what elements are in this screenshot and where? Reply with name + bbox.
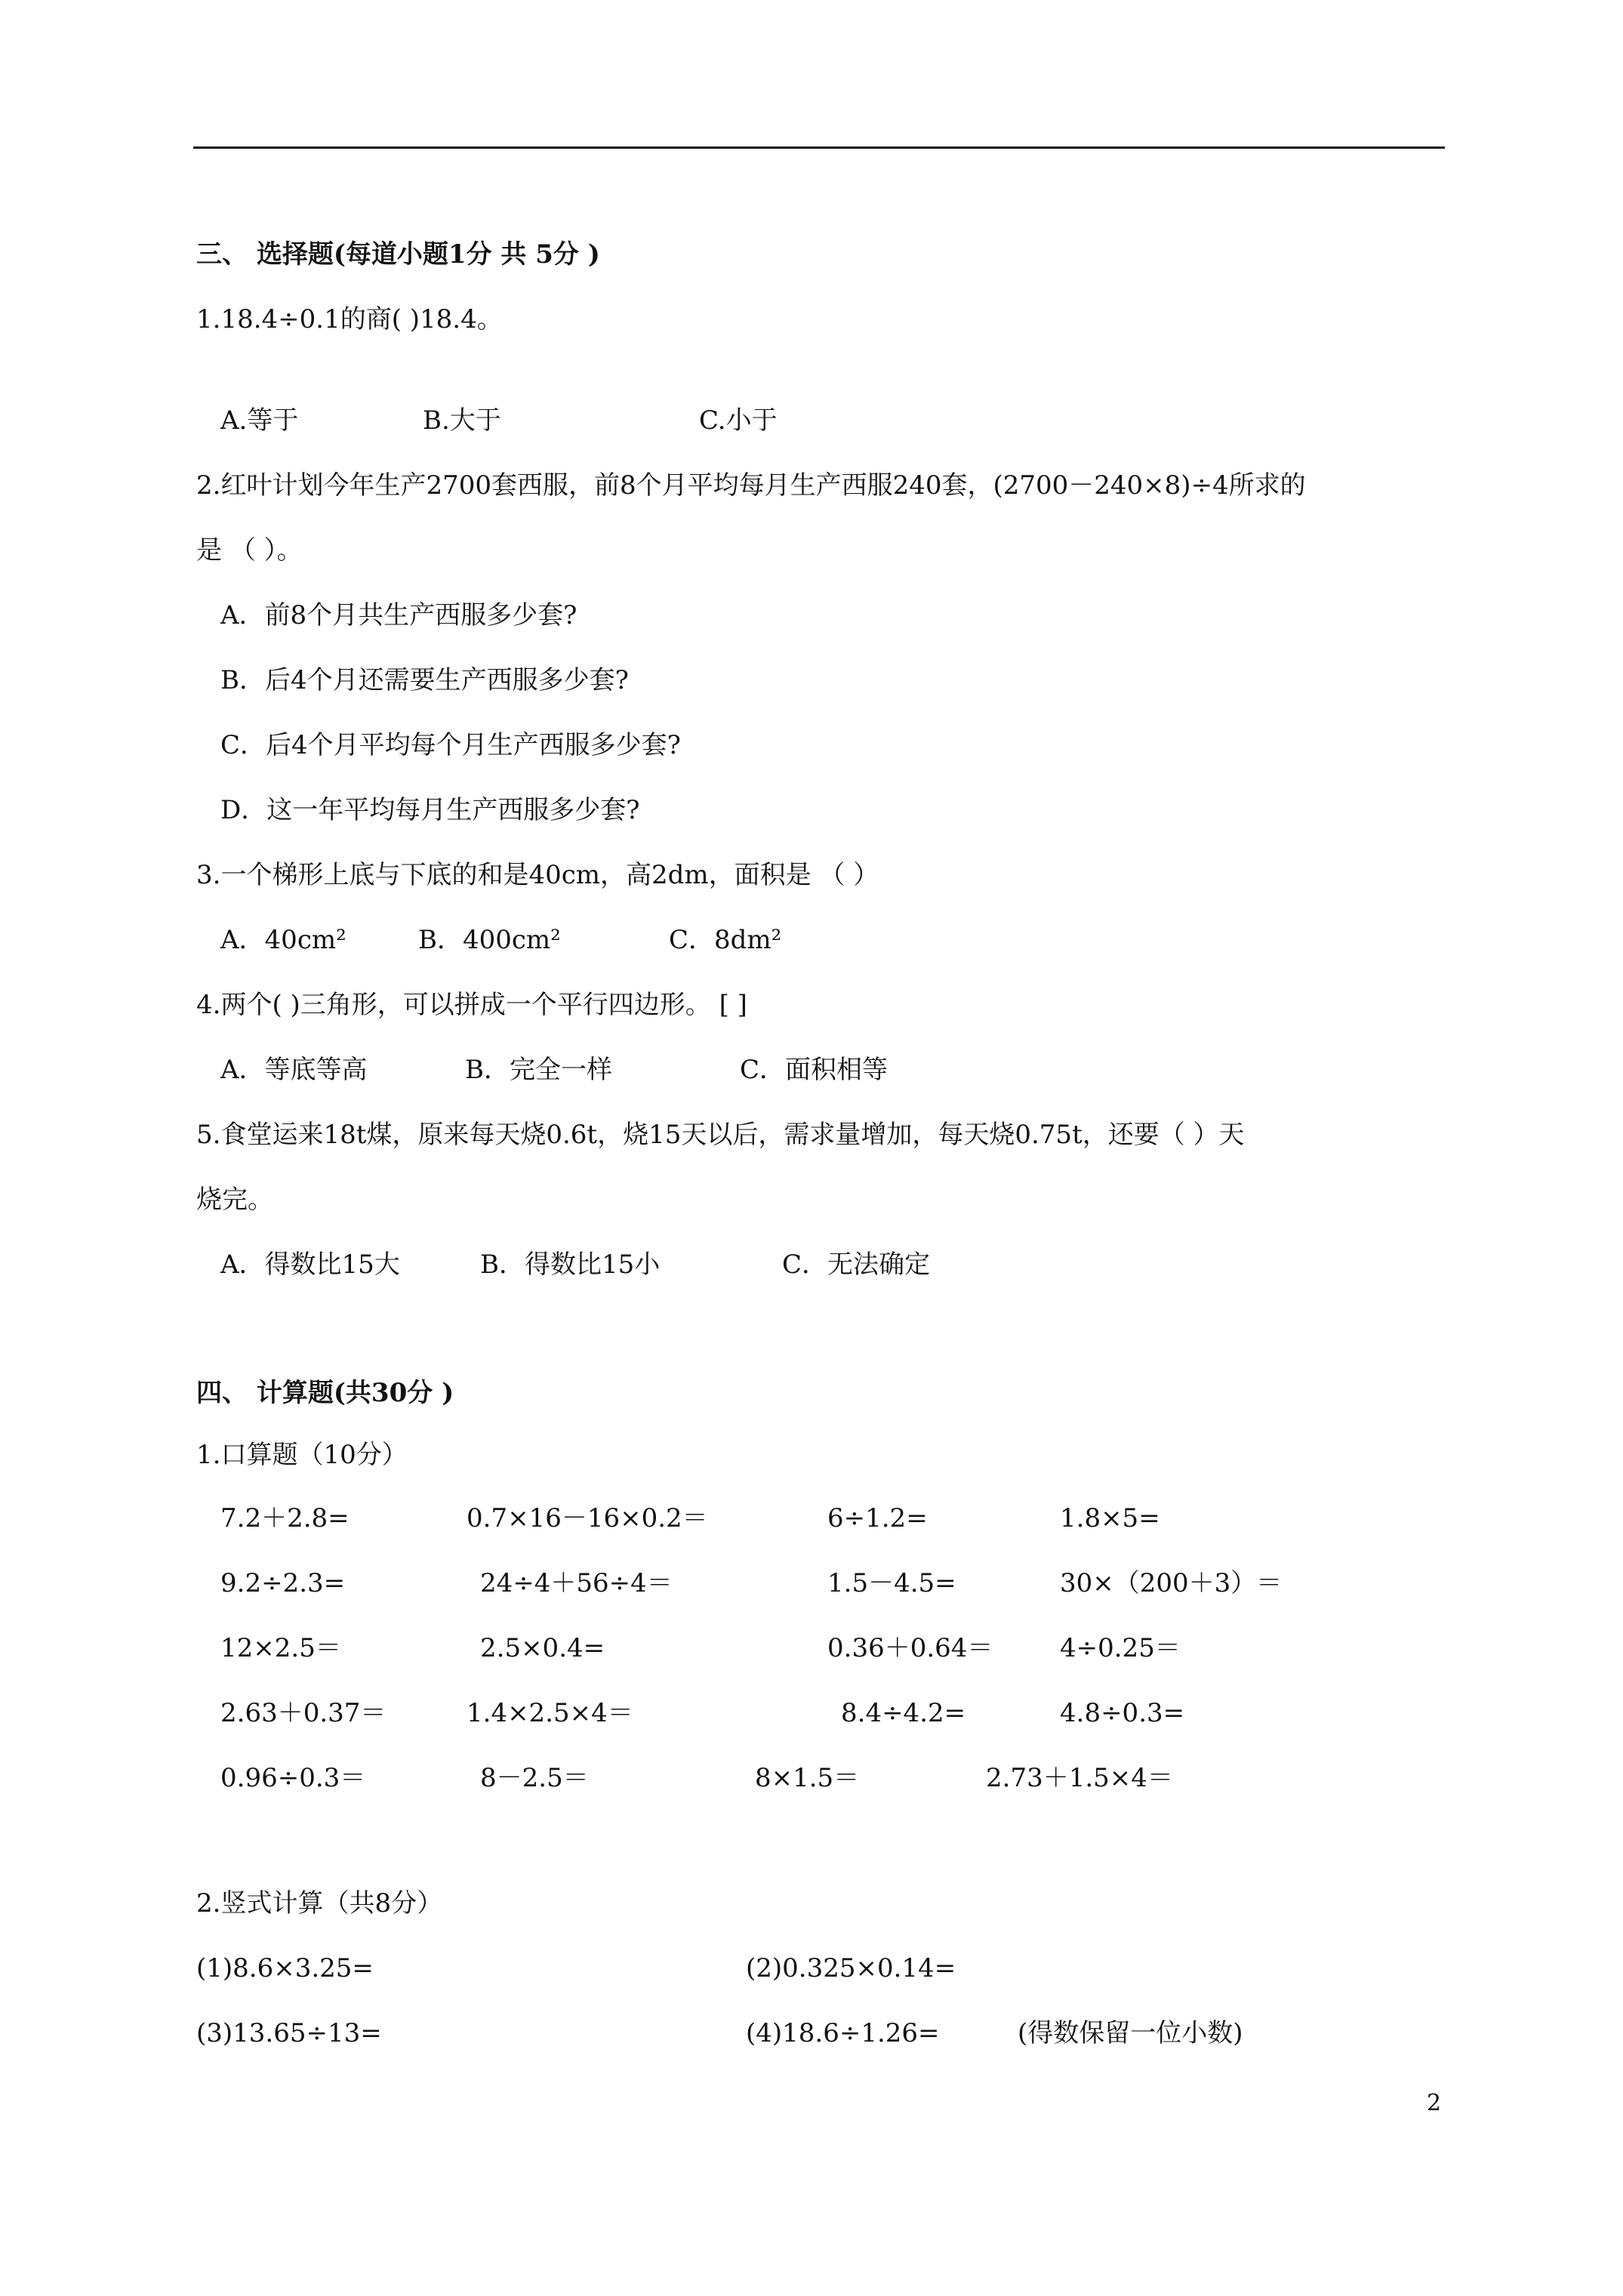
q3-stem: 3.一个梯形上底与下底的和是40cm，高2dm，面积是 （ ）: [196, 860, 879, 890]
oral-calc-item: 30×（200＋3）＝: [1060, 1568, 1283, 1598]
header-rule: [193, 146, 1445, 149]
q4-stem: 4.两个( )三角形，可以拼成一个平行四边形。 [ ]: [196, 990, 747, 1020]
q2-option-c: C．后4个月平均每个月生产西服多少套?: [220, 730, 681, 760]
oral-calc-item: 8－2.5＝: [480, 1763, 589, 1793]
q1-stem: 1.18.4÷0.1的商( )18.4。: [196, 304, 503, 334]
q5-stem-line1: 5.食堂运来18t煤，原来每天烧0.6t，烧15天以后，需求量增加，每天烧0.75t，还要（ ）天: [196, 1120, 1245, 1150]
q5-option-a: A．得数比15大: [220, 1250, 400, 1280]
oral-calc-item: 1.8×5=: [1060, 1503, 1160, 1533]
oral-calc-item: 6÷1.2=: [827, 1503, 928, 1533]
q2-stem-line1: 2.红叶计划今年生产2700套西服，前8个月平均每月生产西服240套，(2700－240×8)÷4所求的: [196, 470, 1306, 501]
q2-option-a: A．前8个月共生产西服多少套?: [220, 600, 577, 630]
oral-calc-item: 1.4×2.5×4＝: [467, 1698, 633, 1728]
q2-option-d: D．这一年平均每月生产西服多少套?: [220, 795, 640, 825]
oral-calc-item: 0.7×16－16×0.2＝: [467, 1503, 708, 1533]
oral-calc-item: 0.96÷0.3＝: [220, 1763, 366, 1793]
q2-option-b: B．后4个月还需要生产西服多少套?: [220, 665, 629, 695]
oral-calc-item: 2.5×0.4=: [480, 1633, 605, 1663]
q4-option-a: A．等底等高: [220, 1055, 368, 1085]
q3-option-b: B．400cm²: [418, 925, 561, 955]
oral-calc-item: 4.8÷0.3=: [1060, 1698, 1185, 1728]
oral-calc-item: 7.2＋2.8=: [220, 1503, 350, 1533]
vertical-calc-title: 2.竖式计算（共8分）: [196, 1888, 443, 1918]
q5-stem-line2: 烧完。: [196, 1185, 273, 1215]
oral-calc-item: 0.36＋0.64＝: [827, 1633, 993, 1663]
q3-option-c: C．8dm²: [669, 925, 782, 955]
rounding-note: (得数保留一位小数): [1018, 2018, 1243, 2048]
q3-option-a: A．40cm²: [220, 925, 346, 955]
oral-calc-title: 1.口算题（10分）: [196, 1440, 408, 1470]
oral-calc-item: 2.63＋0.37＝: [220, 1698, 387, 1728]
oral-calc-item: 8×1.5＝: [755, 1763, 860, 1793]
section4-title: 四、 计算题(共30分 ): [196, 1378, 454, 1408]
q5-option-c: C．无法确定: [782, 1250, 931, 1280]
vertical-calc-item: (2)0.325×0.14=: [746, 1953, 956, 1983]
q1-option-a: A.等于: [220, 405, 299, 436]
vertical-calc-item: (4)18.6÷1.26=: [746, 2018, 940, 2048]
q5-option-b: B．得数比15小: [480, 1250, 661, 1280]
oral-calc-item: 24÷4＋56÷4＝: [480, 1568, 673, 1598]
q1-option-c: C.小于: [699, 405, 778, 436]
oral-calc-item: 8.4÷4.2=: [841, 1698, 966, 1728]
page-number: 2: [1427, 2090, 1442, 2116]
oral-calc-item: 2.73＋1.5×4＝: [986, 1763, 1173, 1793]
q4-option-c: C．面积相等: [740, 1055, 888, 1085]
q4-option-b: B．完全一样: [465, 1055, 612, 1085]
oral-calc-item: 4÷0.25＝: [1060, 1633, 1181, 1663]
section3-title: 三、 选择题(每道小题1分 共 5分 ): [196, 239, 600, 270]
oral-calc-item: 9.2÷2.3=: [220, 1568, 346, 1598]
vertical-calc-item: (1)8.6×3.25=: [196, 1953, 374, 1983]
vertical-calc-item: (3)13.65÷13=: [196, 2018, 382, 2048]
oral-calc-item: 12×2.5＝: [220, 1633, 341, 1663]
q2-stem-line2: 是 （ ）。: [196, 535, 303, 566]
q1-option-b: B.大于: [423, 405, 501, 436]
oral-calc-item: 1.5－4.5=: [827, 1568, 956, 1598]
